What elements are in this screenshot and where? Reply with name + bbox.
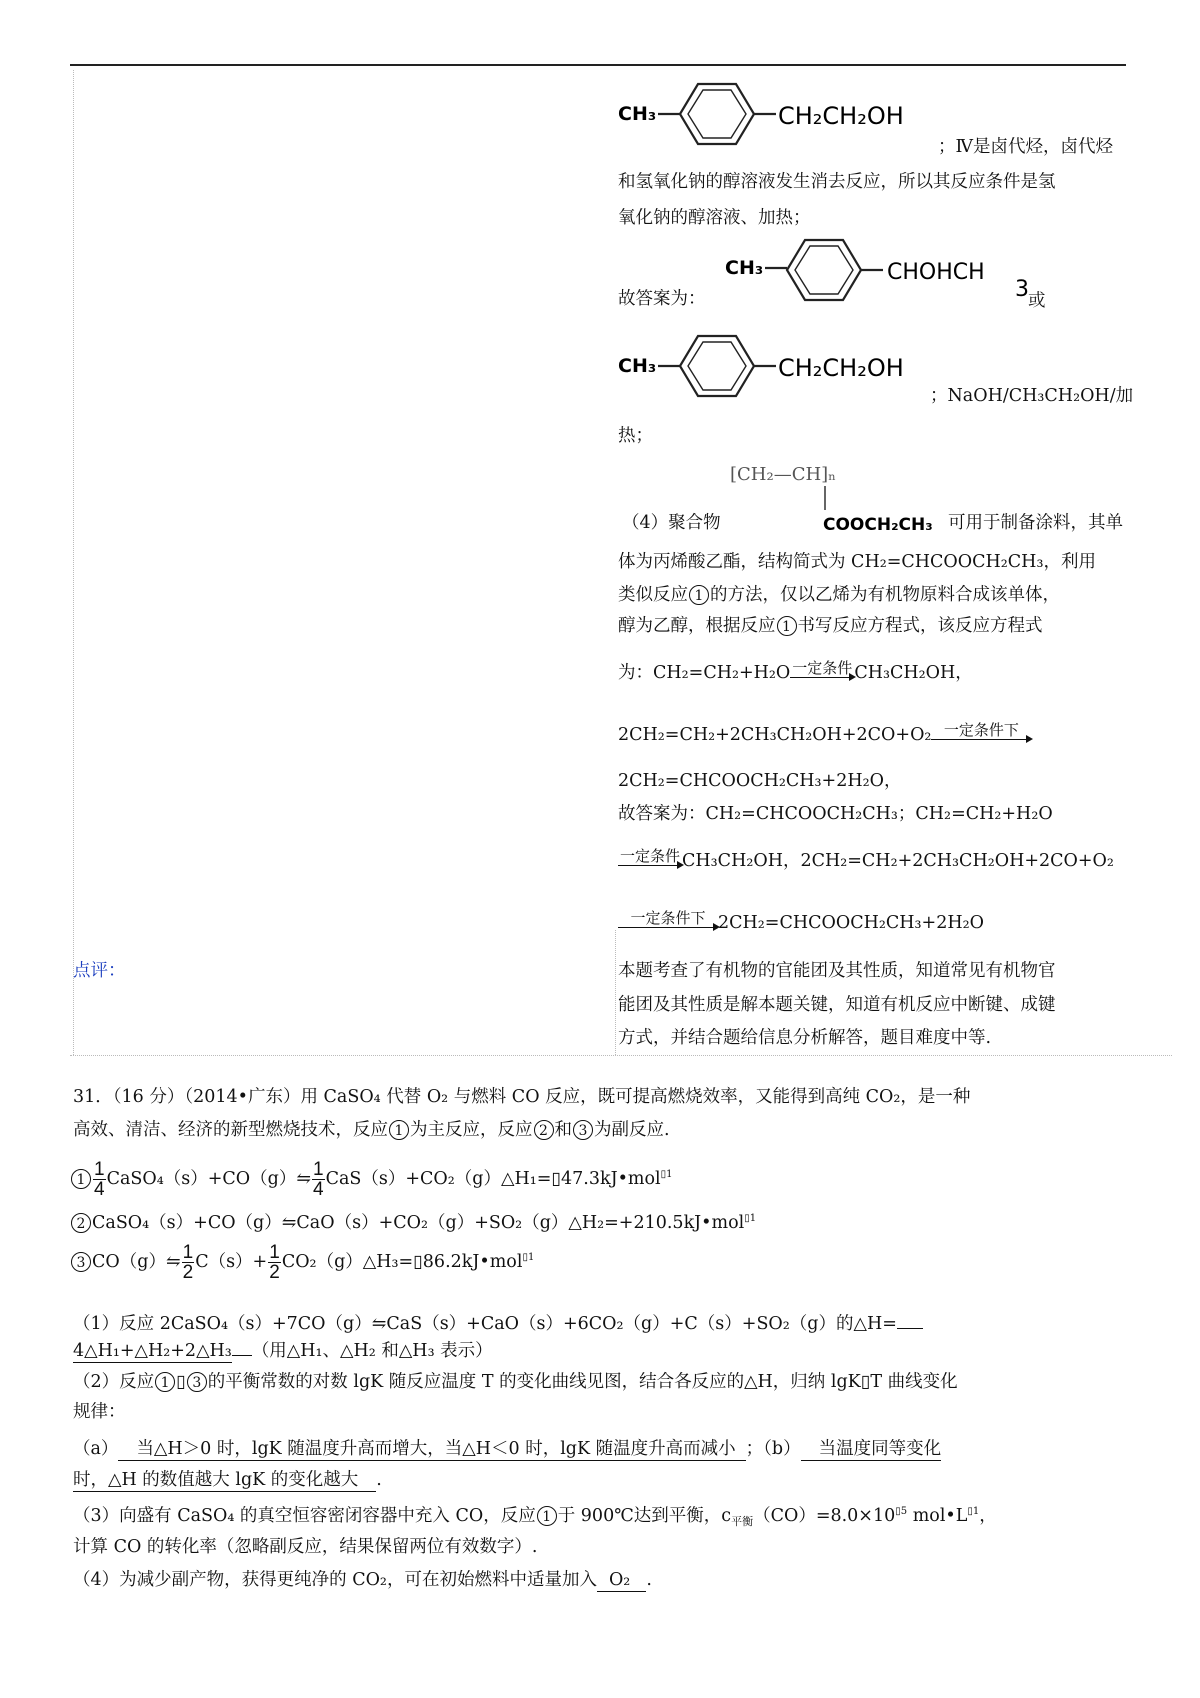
- left-column-divider: [73, 70, 74, 1055]
- circled-1: 1: [777, 616, 797, 636]
- p3-e: ，: [979, 1506, 997, 1526]
- r1-b: CaS（s）+CO₂（g）△H₁=▯47.3kJ•mol: [325, 1169, 661, 1189]
- p3-b: 于 900℃达到平衡，c: [557, 1506, 732, 1526]
- p3-c: （CO）=8.0×10: [753, 1506, 896, 1526]
- part-2-answer-cont: [73, 1469, 382, 1491]
- heat-label: 热；: [618, 426, 653, 446]
- neg1-sup: ▯1: [744, 1213, 757, 1224]
- review-column-divider: [615, 930, 616, 1055]
- q31-intro-1: 31．（16 分）（2014•广东）用 CaSO₄ 代替 O₂ 与燃料 CO 反应，既可提高燃烧效率，又能得到高纯 CO₂，是一种: [73, 1087, 971, 1107]
- polymer-lead: （4）聚合物: [622, 513, 721, 533]
- part-1-line-1: [73, 1313, 923, 1335]
- review-line-2: 能团及其性质是解本题关键，知道有机反应中断键、成键: [618, 995, 1056, 1015]
- p2-end: .: [376, 1470, 382, 1490]
- final-eq1-tail: CH₃CH₂OH，2CH₂=CH₂+2CH₃CH₂OH+2CO+O₂: [682, 851, 1114, 871]
- circled-1: 1: [537, 1506, 557, 1526]
- reaction-2: [70, 1212, 756, 1234]
- circled-3: 3: [71, 1252, 91, 1272]
- part-4: [73, 1569, 652, 1591]
- review-label: 点评：: [73, 961, 126, 981]
- r3-b: C（s）+: [195, 1252, 268, 1272]
- answer-line-3: 氧化钠的醇溶液、加热；: [618, 208, 811, 228]
- p2-b: ▯: [176, 1372, 186, 1392]
- reaction-3: [70, 1240, 534, 1284]
- eq-prefix: 为：CH₂=CH₂+H₂O: [618, 663, 791, 683]
- final-eq-1: [618, 848, 1114, 872]
- r3-c: CO₂（g）△H₃=▯86.2kJ•mol: [281, 1252, 523, 1272]
- alcohol-line: [618, 615, 1043, 637]
- neg1-sup: ▯1: [522, 1252, 535, 1263]
- alcohol-line-b: 书写反应方程式，该反应方程式: [797, 616, 1043, 636]
- q31-intro-2: [73, 1119, 670, 1141]
- p3-sup: ▯5: [895, 1506, 908, 1517]
- answer-line-2: 和氢氧化钠的醇溶液发生消去反应，所以其反应条件是氢: [618, 172, 1056, 192]
- final-eq-2: [618, 910, 984, 934]
- p4-a: （4）为减少副产物，获得更纯净的 CO₂，可在初始燃料中适量加入: [73, 1570, 597, 1590]
- p2-b-answer-2: 时，△H 的数值越大 lgK 的变化越大: [73, 1470, 376, 1492]
- circled-1: 1: [71, 1169, 91, 1189]
- method-line-a: 类似反应: [618, 585, 688, 605]
- equation-2: [618, 722, 1031, 746]
- p2-a-answer: 当△H＞0 时，lgK 随温度升高而增大，当△H＜0 时，lgK 随温度升高而减小: [118, 1439, 745, 1461]
- top-rule: [70, 64, 1126, 66]
- review-line-3: 方式，并结合题给信息分析解答，题目难度中等.: [618, 1028, 992, 1048]
- condition-arrow: [618, 910, 718, 934]
- p1-blank-lead: [897, 1327, 923, 1329]
- polymer-tail: 可用于制备涂料，其单: [948, 513, 1123, 533]
- p1-answer: 4△H₁+△H₂+2△H₃: [73, 1341, 232, 1361]
- p3-a: （3）向盛有 CaSO₄ 的真空恒容密闭容器中充入 CO，反应: [73, 1506, 536, 1526]
- ch3-label: CH₃: [618, 103, 657, 125]
- neg1-sup: ▯1: [660, 1169, 673, 1180]
- sub3-label: 3: [1015, 277, 1029, 302]
- fraction-half: $\frac{1}{2}$: [182, 1242, 194, 1283]
- part-3-line-2: 计算 CO 的转化率（忽略副反应，结果保留两位有效数字）.: [73, 1537, 538, 1557]
- equation-1: [618, 660, 973, 684]
- intro-2b: 为主反应，反应: [410, 1120, 533, 1140]
- neg1-sup: ▯1: [967, 1506, 980, 1517]
- circled-2: 2: [534, 1120, 554, 1140]
- p1-blank-tail: [232, 1354, 252, 1356]
- circled-1: 1: [389, 1120, 409, 1140]
- p2-b-answer-1: 当温度同等变化: [801, 1439, 942, 1461]
- method-line: [618, 584, 1060, 606]
- p4-answer: O₂: [597, 1570, 646, 1592]
- part-2-line-1: [73, 1371, 958, 1393]
- condition-down-label: 一定条件下: [943, 721, 1019, 739]
- p2-a-label: （a）: [73, 1439, 119, 1459]
- iv-line: ；Ⅳ是卤代烃，卤代烃: [938, 137, 1113, 157]
- polymer-side-label: COOCH₂CH₃: [823, 515, 933, 535]
- structure-methylphenylethanol-2: [618, 330, 948, 410]
- structure-methylphenylethanol-1: [618, 78, 948, 158]
- alcohol-line-a: 醇为乙醇，根据反应: [618, 616, 776, 636]
- monomer-line: 体为丙烯酸乙酯，结构简式为 CH₂=CHCOOCH₂CH₃，利用: [618, 552, 1096, 572]
- intro-2c: 和: [554, 1120, 572, 1140]
- part-3-line-1: [73, 1505, 997, 1527]
- naoh-condition: ；NaOH/CH₃CH₂OH/加: [930, 386, 1134, 406]
- p1-tail: （用△H₁、△H₂ 和△H₃ 表示）: [251, 1341, 493, 1361]
- circled-1: 1: [689, 585, 709, 605]
- ethanol-chain-label: CH₂CH₂OH: [778, 354, 904, 382]
- circled-3: 3: [187, 1372, 207, 1392]
- p2-c: 的平衡常数的对数 lgK 随反应温度 T 的变化曲线见图，结合各反应的△H，归纳 lgK▯T 曲线变化: [207, 1372, 958, 1392]
- ethanol-chain-label: CH₂CH₂OH: [778, 102, 904, 130]
- fraction-quarter: $\frac{1}{4}$: [94, 1159, 105, 1200]
- structure-polyacrylate: [730, 458, 960, 538]
- eq2-reactants: 2CH₂=CH₂+2CH₃CH₂OH+2CO+O₂: [618, 725, 932, 745]
- condition-arrow: [931, 722, 1031, 746]
- part-1-line-2: [73, 1340, 493, 1362]
- method-line-b: 的方法，仅以乙烯为有机物原料合成该单体，: [710, 585, 1060, 605]
- condition-label: 一定条件: [792, 659, 853, 677]
- review-line-1: 本题考查了有机物的官能团及其性质，知道常见有机物官: [618, 961, 1056, 981]
- intro-2d: 为副反应.: [594, 1120, 670, 1140]
- r1-a: CaSO₄（s）+CO（g）⇋: [106, 1169, 311, 1189]
- p4-end: .: [646, 1570, 652, 1590]
- r2: CaSO₄（s）+CO（g）⇋CaO（s）+CO₂（g）+SO₂（g）△H₂=+210.5kJ•mol: [92, 1213, 745, 1233]
- r3-a: CO（g）⇋: [92, 1252, 181, 1272]
- final-answer: 故答案为：CH₂=CHCOOCH₂CH₃；CH₂=CH₂+H₂O: [618, 804, 1053, 824]
- ch3-label: CH₃: [725, 257, 764, 279]
- structure-methylphenylethanol-secondary: [725, 238, 1055, 318]
- eq1-product: CH₃CH₂OH，: [854, 663, 973, 683]
- circled-1: 1: [155, 1372, 175, 1392]
- polymer-chain-label: [CH₂—CH]ₙ: [730, 464, 836, 485]
- condition-label: 一定条件: [620, 847, 681, 865]
- part-2-line-2: 规律：: [73, 1402, 126, 1422]
- p2-a: （2）反应: [73, 1372, 155, 1392]
- chohch3-label: CHOHCH: [887, 260, 985, 285]
- answer-prefix: 故答案为：: [618, 289, 706, 309]
- circled-3: 3: [573, 1120, 593, 1140]
- ch3-label: CH₃: [618, 355, 657, 377]
- or-label: 或: [1028, 291, 1046, 311]
- p3-sub: 平衡: [731, 1515, 754, 1528]
- condition-arrow: [790, 660, 854, 684]
- condition-arrow: [618, 848, 682, 872]
- reaction-1: [70, 1157, 673, 1201]
- part-2-answers: [73, 1438, 941, 1460]
- p1-a: （1）反应 2CaSO₄（s）+7CO（g）⇋CaS（s）+CaO（s）+6CO₂（g）+C（s）+SO₂（g）的△H=: [73, 1314, 897, 1334]
- p2-b-label: ；（b）: [745, 1439, 801, 1459]
- eq2-product: 2CH₂=CHCOOCH₂CH₃+2H₂O，: [618, 771, 902, 791]
- condition-down-label: 一定条件下: [630, 909, 706, 927]
- intro-2a: 高效、清洁、经济的新型燃烧技术，反应: [73, 1120, 388, 1140]
- section-divider: [70, 1055, 1172, 1056]
- fraction-half: $\frac{1}{2}$: [269, 1242, 280, 1283]
- p3-d: mol•L: [907, 1506, 968, 1526]
- fraction-quarter: $\frac{1}{4}$: [313, 1159, 324, 1200]
- final-eq2-tail: 2CH₂=CHCOOCH₂CH₃+2H₂O: [718, 913, 984, 933]
- circled-2: 2: [71, 1213, 91, 1233]
